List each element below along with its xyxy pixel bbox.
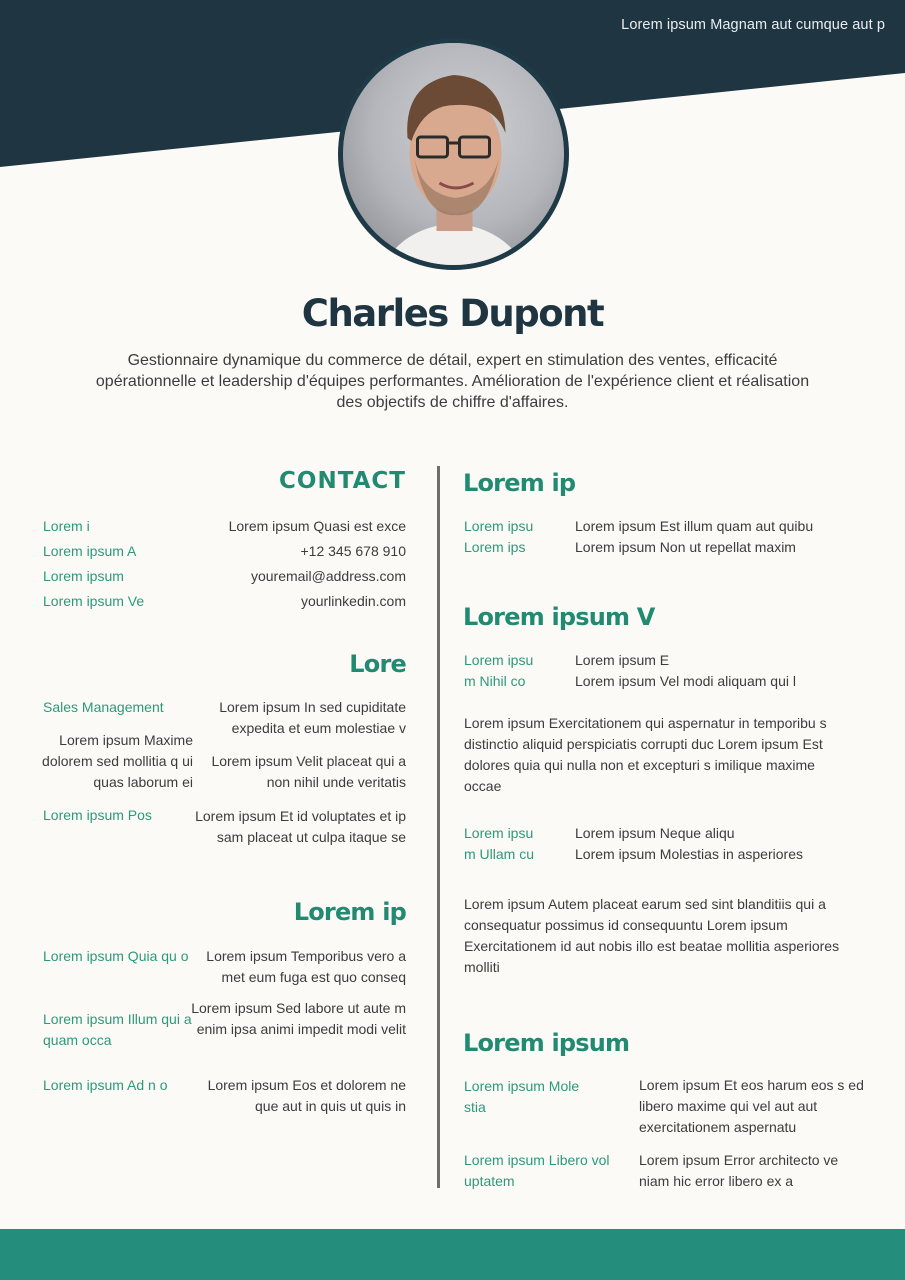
job-dates: Lorem ipsu m Ullam cu xyxy=(464,825,535,862)
footer-band xyxy=(0,1229,905,1280)
job-title: Lorem ipsum E xyxy=(575,652,670,668)
contact-title: CONTACT xyxy=(279,468,406,494)
entry-label: Lorem ipsu xyxy=(464,518,534,534)
entry-label: Lorem ipsum Libero vol uptatem xyxy=(464,1152,610,1189)
candidate-name: Charles Dupont xyxy=(301,292,604,335)
profile-summary: Gestionnaire dynamique du commerce de détail, expert en stimulation des ventes, efficacité opérationnelle et leadership d'équipes performantes. Amélioration de l'expérience client et réalisation des objectifs de chiffre d'affaires. xyxy=(95,352,810,411)
entry-value: Lorem ipsum Error architecto ve niam hic error libero ex a xyxy=(639,1152,839,1189)
section-title: Lore xyxy=(349,650,406,678)
contact-phone[interactable]: +12 345 678 910 xyxy=(300,543,406,559)
entry-label: Lorem ipsum Mole stia xyxy=(464,1078,580,1115)
job-dates: Lorem ipsu m Nihil co xyxy=(464,652,534,689)
skill-description: Lorem ipsum Maxime dolorem sed mollitia q ui quas laborum ei xyxy=(42,732,193,790)
contact-email[interactable]: youremail@address.com xyxy=(250,568,406,584)
job-title: Lorem ipsum Neque aliqu xyxy=(575,825,735,841)
entry-label: Lorem ipsum Illum qui a quam occa xyxy=(43,1011,192,1048)
entry-value: Lorem ipsum Temporibus vero a met eum fuga est quo conseq xyxy=(206,948,406,985)
contact-linkedin[interactable]: yourlinkedin.com xyxy=(300,593,406,609)
person-portrait-icon xyxy=(343,43,564,265)
job-description: Lorem ipsum Exercitationem qui aspernatur in temporibu s distinctio aliquid perspiciatis corrupti duc Lorem ipsum Est dolores quia qui nulla non et excepturi s imilique maxime occae xyxy=(464,715,827,794)
entry-label: Lorem ips xyxy=(464,539,526,555)
entry-value: Lorem ipsum Est illum quam aut quibu xyxy=(575,518,814,534)
contact-label: Lorem ipsum xyxy=(43,568,124,584)
skill-value: Lorem ipsum Et id voluptates et ip sam placeat ut culpa itaque se xyxy=(195,808,406,845)
section-title: Lorem ip xyxy=(293,898,406,926)
column-divider xyxy=(437,466,440,1188)
entry-value: Lorem ipsum Non ut repellat maxim xyxy=(575,539,796,555)
section-title: Lorem ipsum xyxy=(463,1029,630,1057)
job-description: Lorem ipsum Autem placeat earum sed sint blanditiis qui a consequatur possimus id consequuntu Lorem ipsum Exercitationem id aut nobis illo est beatae mollitia asperiores molliti xyxy=(464,896,840,975)
entry-value: Lorem ipsum Et eos harum eos s ed libero maxime qui vel aut aut exercitationem aspernatu xyxy=(639,1077,864,1135)
header-tagline: Lorem ipsum Magnam aut cumque aut p xyxy=(621,17,885,33)
contact-value: Lorem ipsum Quasi est exce xyxy=(228,518,406,534)
profile-photo xyxy=(338,38,569,270)
entry-value: Lorem ipsum Sed labore ut aute m enim ipsa animi impedit modi velit xyxy=(191,1000,406,1037)
skill-value: Lorem ipsum Velit placeat qui a non nihil unde veritatis xyxy=(211,753,406,790)
skill-label: Lorem ipsum Pos xyxy=(43,807,152,823)
entry-label: Lorem ipsum Ad n o xyxy=(43,1077,168,1093)
contact-label: Lorem i xyxy=(43,518,90,534)
section-title: Lorem ip xyxy=(463,469,576,497)
job-company: Lorem ipsum Molestias in asperiores xyxy=(575,846,803,862)
entry-label: Lorem ipsum Quia qu o xyxy=(43,948,189,964)
contact-label: Lorem ipsum Ve xyxy=(43,593,145,609)
job-company: Lorem ipsum Vel modi aliquam qui l xyxy=(575,673,796,689)
skill-value: Lorem ipsum In sed cupiditate expedita et eum molestiae v xyxy=(219,699,406,736)
entry-value: Lorem ipsum Eos et dolorem ne que aut in quis ut quis in xyxy=(207,1077,406,1114)
skill-label: Sales Management xyxy=(43,699,164,715)
contact-label: Lorem ipsum A xyxy=(43,543,137,559)
section-title: Lorem ipsum V xyxy=(463,603,655,631)
